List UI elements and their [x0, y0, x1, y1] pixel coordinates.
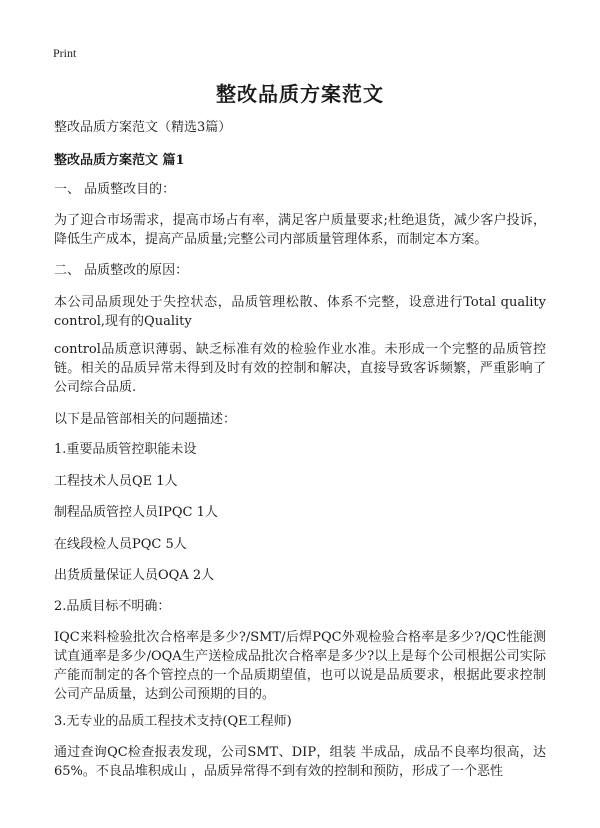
list-item: 制程品质管控人员IPQC 1人	[54, 505, 218, 520]
paragraph: 通过查询QC检查报表发现，公司SMT、DIP，组装 半成品，成品不良率均很高，达65%。不良品堆积成山 ，品质异常得不到有效的控制和预防，形成了一个恶性	[54, 745, 546, 779]
list-heading: 3.无专业的品质工程技术支持(QE工程师)	[54, 714, 292, 729]
section-heading: 整改品质方案范文 篇1	[54, 153, 185, 168]
print-label: Print	[53, 46, 77, 60]
list-item: 工程技术人员QE 1人	[54, 474, 178, 489]
paragraph: 以下是品管部相关的问题描述：	[54, 412, 237, 427]
list-item: 在线段检人员PQC 5人	[54, 537, 187, 552]
list-heading: 2.品质目标不明确：	[54, 599, 171, 614]
list-item: 出货质量保证人员OQA 2人	[54, 568, 215, 583]
document-title: 整改品质方案范文	[216, 82, 384, 106]
list-heading: 1.重要品质管控职能未设	[54, 442, 197, 457]
paragraph: control品质意识薄弱、缺乏标准有效的检验作业水准。未形成一个完整的品质管控链。相关的品质异常未得到及时有效的控制和解决，直接导致客诉频繁，严重影响了公司综合品质.	[54, 342, 546, 395]
paragraph: 二、 品质整改的原因：	[54, 263, 189, 278]
paragraph: 一、 品质整改目的：	[54, 182, 176, 197]
paragraph: 本公司品质现处于失控状态，品质管理松散、体系不完整，设意进行Total quality control,现有的Quality	[54, 295, 546, 329]
paragraph: 为了迎合市场需求，提高市场占有率，满足客户质量要求;杜绝退货，减少客户投诉，降低生产成本，提高产品质量;完整公司内部质量管理体系，而制定本方案。	[54, 213, 546, 247]
paragraph: IQC来料检验批次合格率是多少?/SMT/后焊PQC外观检验合格率是多少?/QC性能测试直通率是多少/OQA生产送检成品批次合格率是多少?以上是每个公司根据公司实际产能而制定的各个管控点的一个品质期望值，也可以说是品质要求，根据此要求控制公司产品质量，达到公司预期的目的。	[54, 630, 546, 702]
document-subtitle: 整改品质方案范文（精选3篇）	[54, 120, 232, 135]
